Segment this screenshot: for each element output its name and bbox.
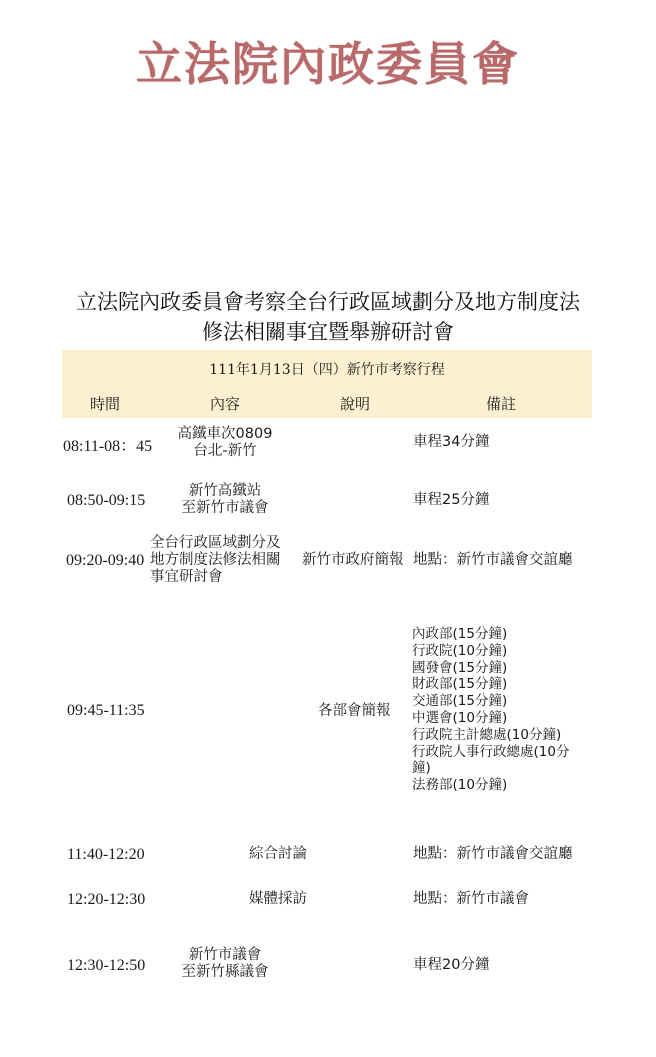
list-item: 鐘) — [412, 760, 431, 777]
row-content: 綜合討論 — [249, 846, 307, 862]
content-line: 新竹高鐵站 — [188, 483, 262, 499]
row-content — [150, 947, 300, 981]
row-remarks: 車程25分鐘 — [413, 492, 490, 508]
row-time: 12:20-12:30 — [67, 891, 146, 908]
content-line: 台北-新竹 — [193, 443, 257, 459]
content-line: 高鐵車次0809 — [177, 426, 273, 442]
row-content: 媒體採訪 — [249, 891, 307, 907]
list-item: 行政院(10分鐘) — [412, 642, 508, 659]
title-line-1: 立法院內政委員會考察全台行政區域劃分及地方制度法 — [76, 290, 580, 314]
row-time: 09:45-11:35 — [67, 702, 145, 719]
presentation-list — [412, 626, 597, 794]
content-line: 至新竹縣議會 — [181, 964, 269, 980]
content-line: 事宜研討會 — [150, 569, 223, 585]
schedule-date: 111年1月13日（四）新竹市考察行程 — [209, 362, 445, 378]
row-content — [150, 535, 281, 586]
row-remarks: 地點：新竹市議會交誼廳 — [413, 552, 573, 568]
list-item: 行政院主計總處(10分鐘) — [412, 726, 562, 743]
row-time: 09:20-09:40 — [66, 552, 145, 569]
row-time: 12:30-12:50 — [67, 957, 146, 974]
list-item: 國發會(15分鐘) — [412, 659, 508, 676]
content-line: 至新竹市議會 — [181, 500, 269, 516]
list-item: 中選會(10分鐘) — [412, 709, 508, 726]
row-description: 新竹市政府簡報 — [302, 552, 404, 568]
row-content — [150, 426, 300, 460]
list-item: 交通部(15分鐘) — [412, 693, 508, 710]
row-content — [150, 483, 300, 517]
row-remarks: 車程20分鐘 — [413, 957, 490, 973]
row-remarks: 車程34分鐘 — [413, 434, 490, 450]
row-remarks: 地點：新竹市議會 — [413, 891, 529, 907]
column-header-description: 說明 — [340, 395, 371, 413]
column-header-time: 時間 — [90, 395, 121, 413]
list-item: 法務部(10分鐘) — [412, 777, 508, 794]
content-line: 地方制度法修法相關 — [150, 552, 281, 568]
row-time: 08:50-09:15 — [67, 492, 146, 509]
row-description: 各部會簡報 — [318, 703, 391, 719]
committee-logo: 立法院內政委員會 — [136, 37, 520, 91]
title-line-2: 修法相關事宜暨舉辦研討會 — [202, 320, 454, 344]
row-time: 08:11-08：45 — [63, 438, 153, 455]
document-title — [0, 287, 656, 347]
row-remarks: 地點：新竹市議會交誼廳 — [413, 846, 573, 862]
row-time: 11:40-12:20 — [67, 846, 145, 863]
list-item: 內政部(15分鐘) — [412, 626, 508, 642]
column-header-content: 內容 — [210, 395, 241, 413]
content-line: 新竹市議會 — [188, 947, 262, 963]
schedule-header — [62, 350, 592, 418]
column-header-remarks: 備註 — [486, 395, 517, 413]
list-item: 行政院人事行政總處(10分 — [412, 743, 570, 760]
content-line: 全台行政區域劃分及 — [150, 535, 281, 551]
list-item: 財政部(15分鐘) — [412, 676, 508, 693]
